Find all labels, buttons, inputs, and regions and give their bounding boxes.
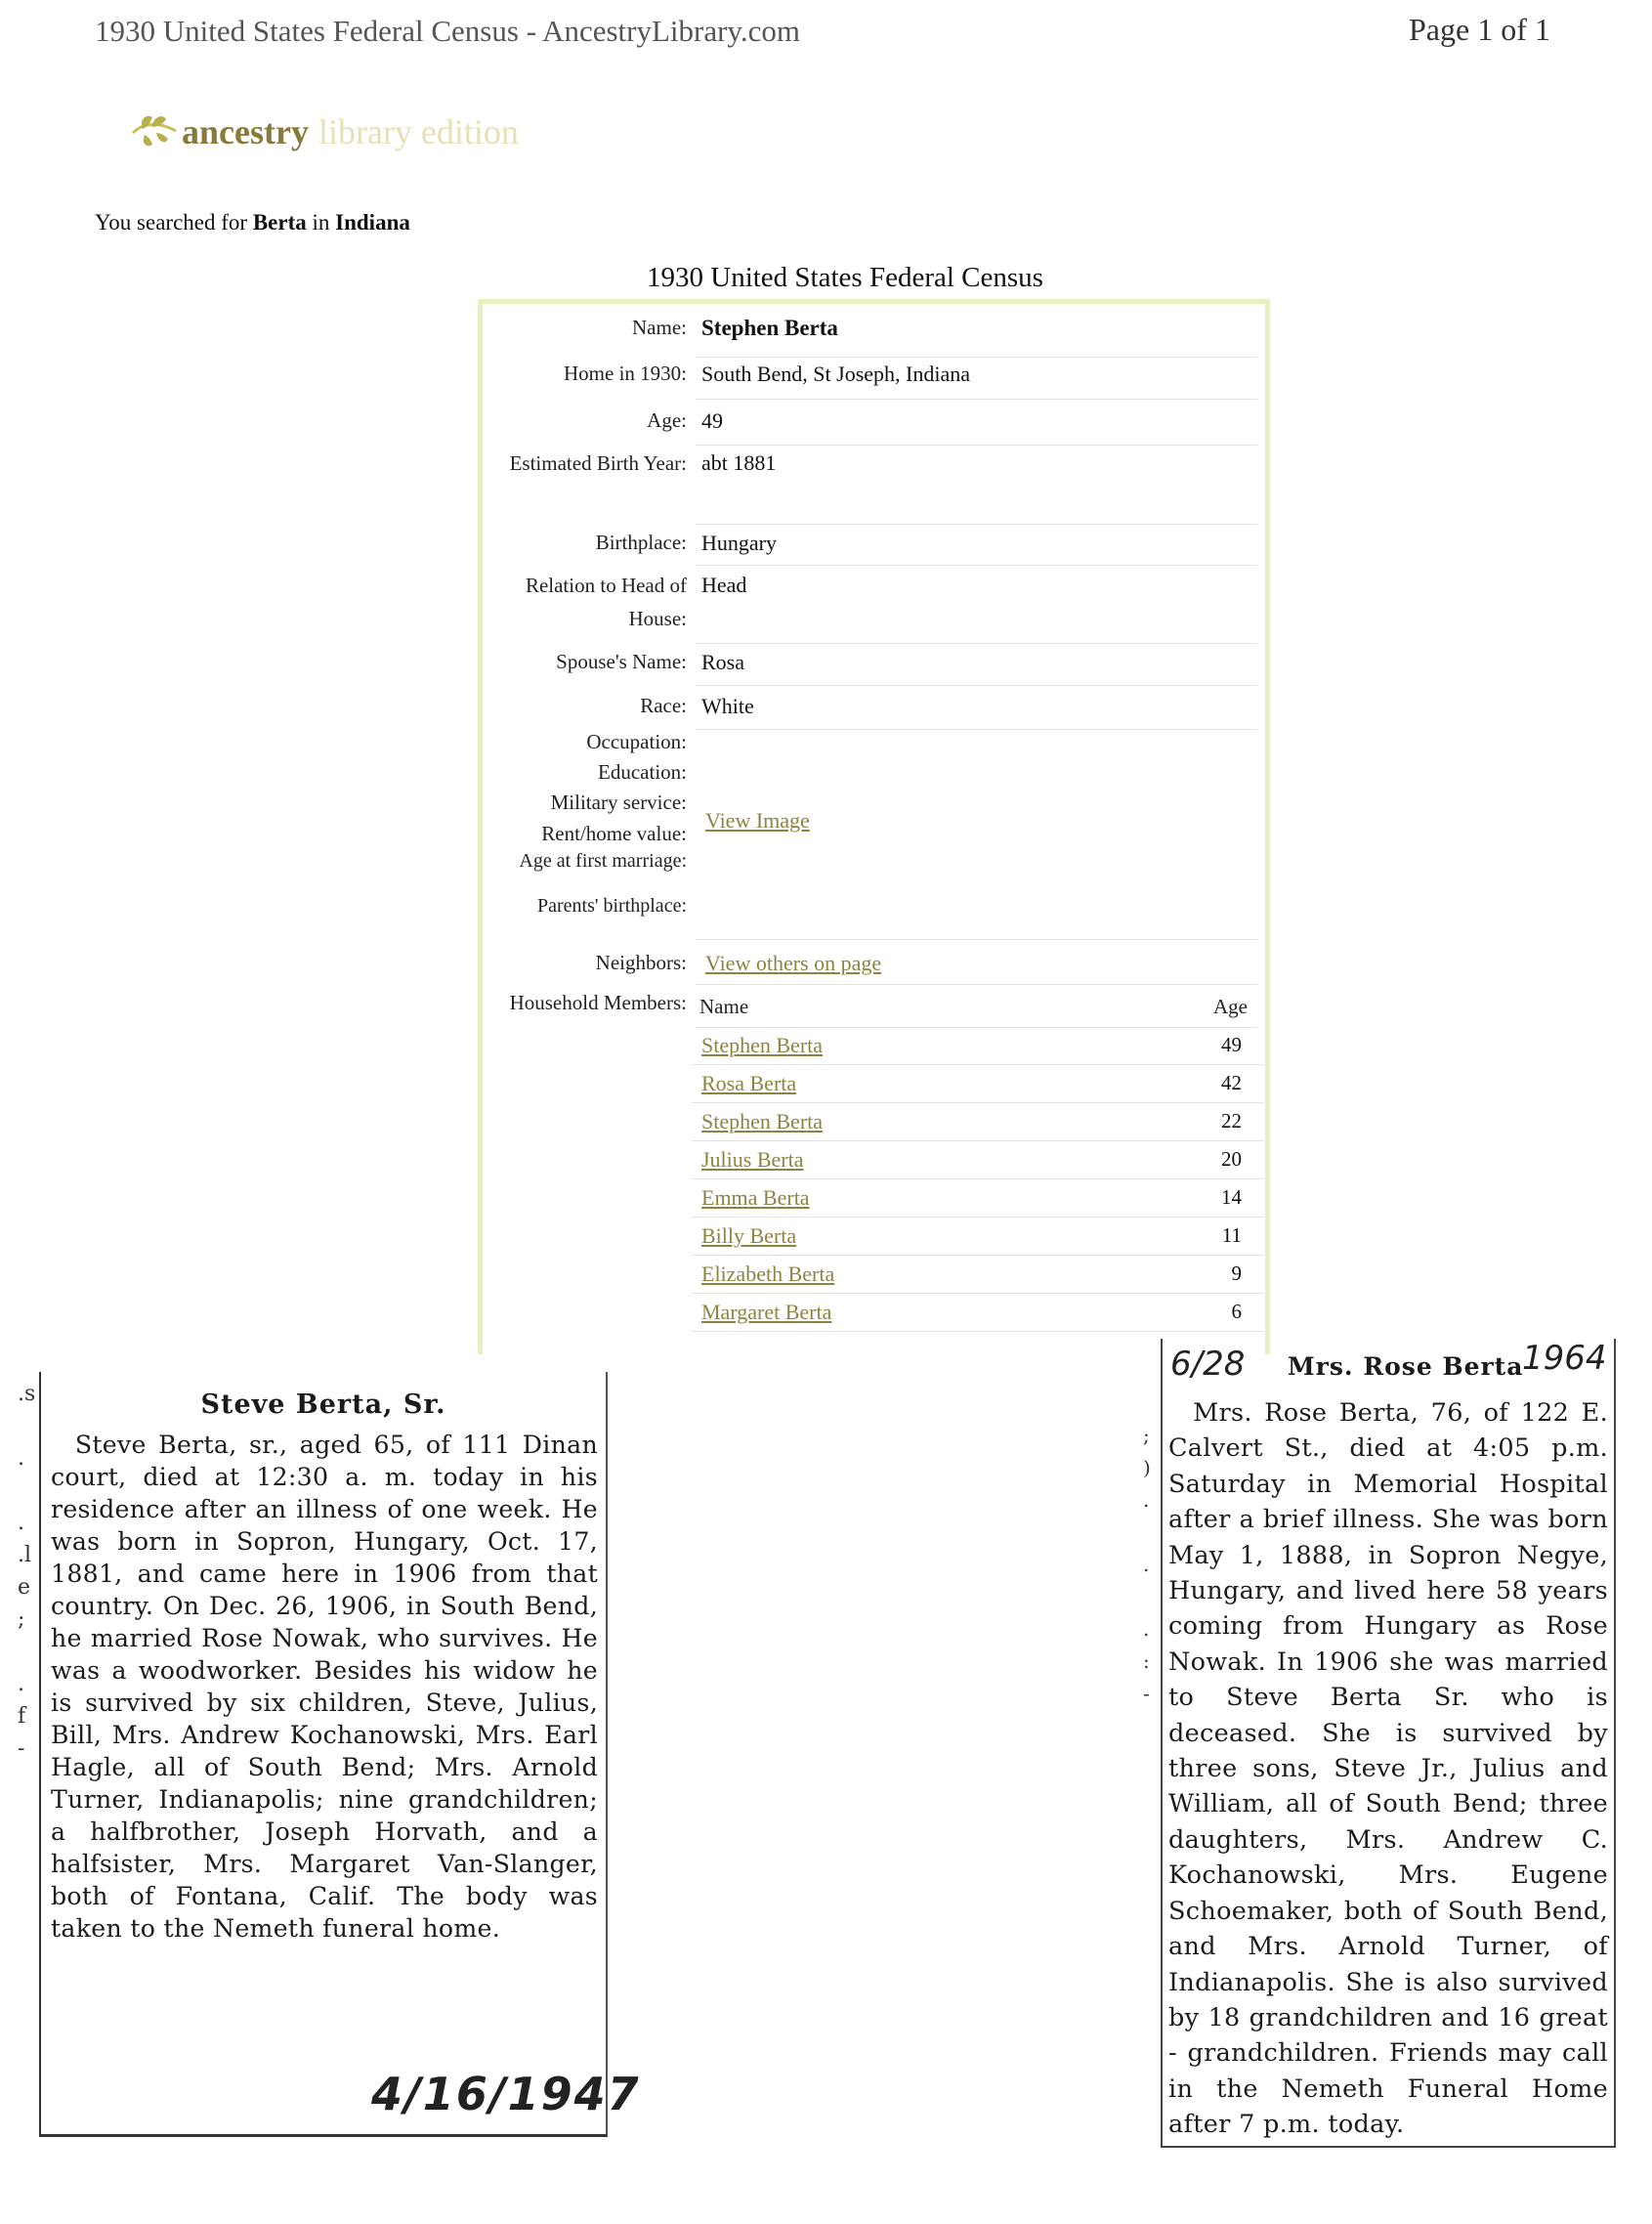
education-label: Education: <box>598 760 687 784</box>
household-member-name[interactable]: Margaret Berta <box>701 1300 832 1324</box>
household-member <box>692 1141 1263 1179</box>
spouse-label: Spouse's Name: <box>556 650 687 673</box>
occupation-label: Occupation: <box>586 730 687 753</box>
scan-margin-marks-right: ; ) . . . : - <box>1143 1424 1151 1705</box>
rent-label: Rent/home value: <box>541 822 687 845</box>
birthplace-value: Hungary <box>701 531 777 555</box>
age-label: Age: <box>647 408 687 432</box>
relation-label: Relation to Head of House: <box>525 574 687 630</box>
household-member-age: 22 <box>1221 1109 1242 1133</box>
print-header-page: Page 1 of 1 <box>1409 12 1550 47</box>
view-image-link[interactable]: View Image <box>705 808 810 833</box>
newspaper-clipping-rose <box>1161 1339 1616 2148</box>
household-col-name: Name <box>699 995 749 1018</box>
race-label: Race: <box>640 694 687 717</box>
household-member-name[interactable]: Stephen Berta <box>701 1033 824 1057</box>
military-label: Military service: <box>550 791 687 814</box>
household-member-name[interactable]: Emma Berta <box>701 1185 810 1210</box>
search-place: Indiana <box>335 210 410 235</box>
newspaper-clipping-steve <box>39 1372 641 2137</box>
clipping-rose-body: Mrs. Rose Berta, 76, of 122 E. Calvert St., died at 4:05 p.m. Saturday in Memorial Hospital after a brief illness. She was born May 1, 1888, in Sopron Negye, Hungary, and lived here 58 years coming from Hungary as Rose Nowak. In 1906 she was married to Steve Berta Sr. who is deceased. She is survived by three sons, Steve Jr., Julius and William, all of South Bend; three daughters, Mrs. Andrew C. Kochanowski, Mrs. Eugene Schoemaker, both of South Bend, and Mrs. Arnold Turner, of Indianapolis. She is also survived by 18 grandchildren and 16 great - grandchildren. Friends may call in the Nemeth Funeral Home after 7 p.m. today. <box>1168 1398 1617 2140</box>
age-value: 49 <box>701 408 723 433</box>
household-member-name[interactable]: Julius Berta <box>701 1147 804 1172</box>
household-col-age: Age <box>1213 995 1248 1018</box>
household-member <box>692 1065 1263 1103</box>
logo-subtitle: library edition <box>318 112 519 151</box>
parents-label: Parents' birthplace: <box>537 895 687 917</box>
relation-value: Head <box>701 573 747 597</box>
household-member-age: 14 <box>1221 1185 1242 1209</box>
home-value: South Bend, St Joseph, Indiana <box>701 362 970 386</box>
scan-margin-marks: .s . . .l e ; . f - <box>18 1382 36 1761</box>
ancestry-logo[interactable] <box>129 109 519 154</box>
search-term: Berta <box>252 210 307 235</box>
clipping-steve-body: Steve Berta, sr., aged 65, of 111 Dinan court, died at 12:30 a. m. today in his residence after an illness of one week. He was born in Sopron, Hungary, Oct. 17, 1881, and came here in 1906 from that country. On Dec. 26, 1906, in South Bend, he married Rose Nowak, who survives. He was a woodworker. Besides his widow he is survived by six children, Steve, Julius, Bill, Mrs. Andrew Kochanowski, Mrs. Earl Hagle, all of South Bend; Mrs. Arnold Turner, Indianapolis; nine grandchildren; a halfbrother, Joseph Horvath, and a halfsister, Mrs. Margaret Van-Slanger, both of Fontana, Calif. The body was taken to the Nemeth funeral home. <box>51 1431 607 1943</box>
household-member <box>692 1218 1263 1256</box>
clipping-rose-year: 1964 <box>1522 1339 1607 1378</box>
household-member-age: 6 <box>1231 1300 1242 1323</box>
birth-year-value: abt 1881 <box>701 450 777 475</box>
clipping-rose-title: Mrs. Rose Berta <box>1288 1352 1524 1381</box>
household-member-name[interactable]: Rosa Berta <box>701 1071 797 1095</box>
clipping-steve-date: 4/16/1947 <box>371 2068 641 2120</box>
search-summary: You searched for Berta in Indiana <box>95 210 410 235</box>
household-member <box>692 1027 1263 1065</box>
birth-year-label: Estimated Birth Year: <box>509 451 687 475</box>
household-member <box>692 1294 1263 1332</box>
neighbors-label: Neighbors: <box>595 951 687 974</box>
household-member-age: 11 <box>1221 1223 1242 1247</box>
age-marriage-label: Age at first marriage: <box>519 850 687 872</box>
name-value: Stephen Berta <box>701 316 838 340</box>
household-member-name[interactable]: Billy Berta <box>701 1223 797 1248</box>
clipping-steve-title: Steve Berta, Sr. <box>200 1390 446 1420</box>
household-member <box>692 1103 1263 1141</box>
birthplace-label: Birthplace: <box>595 531 687 554</box>
household-member-age: 49 <box>1221 1033 1242 1056</box>
census-title: 1930 United States Federal Census <box>647 262 1043 293</box>
household-member <box>692 1256 1263 1294</box>
leaf-icon <box>129 109 180 154</box>
logo-wordmark: ancestry <box>182 112 309 151</box>
race-value: White <box>701 694 754 718</box>
census-record-card <box>478 299 1270 1354</box>
household-member-age: 42 <box>1221 1071 1242 1094</box>
clipping-rose-date: 6/28 <box>1170 1345 1246 1384</box>
spouse-value: Rosa <box>701 650 744 674</box>
name-label: Name: <box>632 316 687 339</box>
print-header-title: 1930 United States Federal Census - AncestryLibrary.com <box>95 14 801 48</box>
view-others-link[interactable]: View others on page <box>705 951 882 975</box>
household-member-name[interactable]: Stephen Berta <box>701 1109 824 1133</box>
household-member-name[interactable]: Elizabeth Berta <box>701 1262 835 1286</box>
home-label: Home in 1930: <box>564 362 687 385</box>
household-label: Household Members: <box>509 991 687 1014</box>
household-member <box>692 1179 1263 1218</box>
household-member-age: 20 <box>1221 1147 1242 1171</box>
household-member-age: 9 <box>1231 1262 1242 1285</box>
